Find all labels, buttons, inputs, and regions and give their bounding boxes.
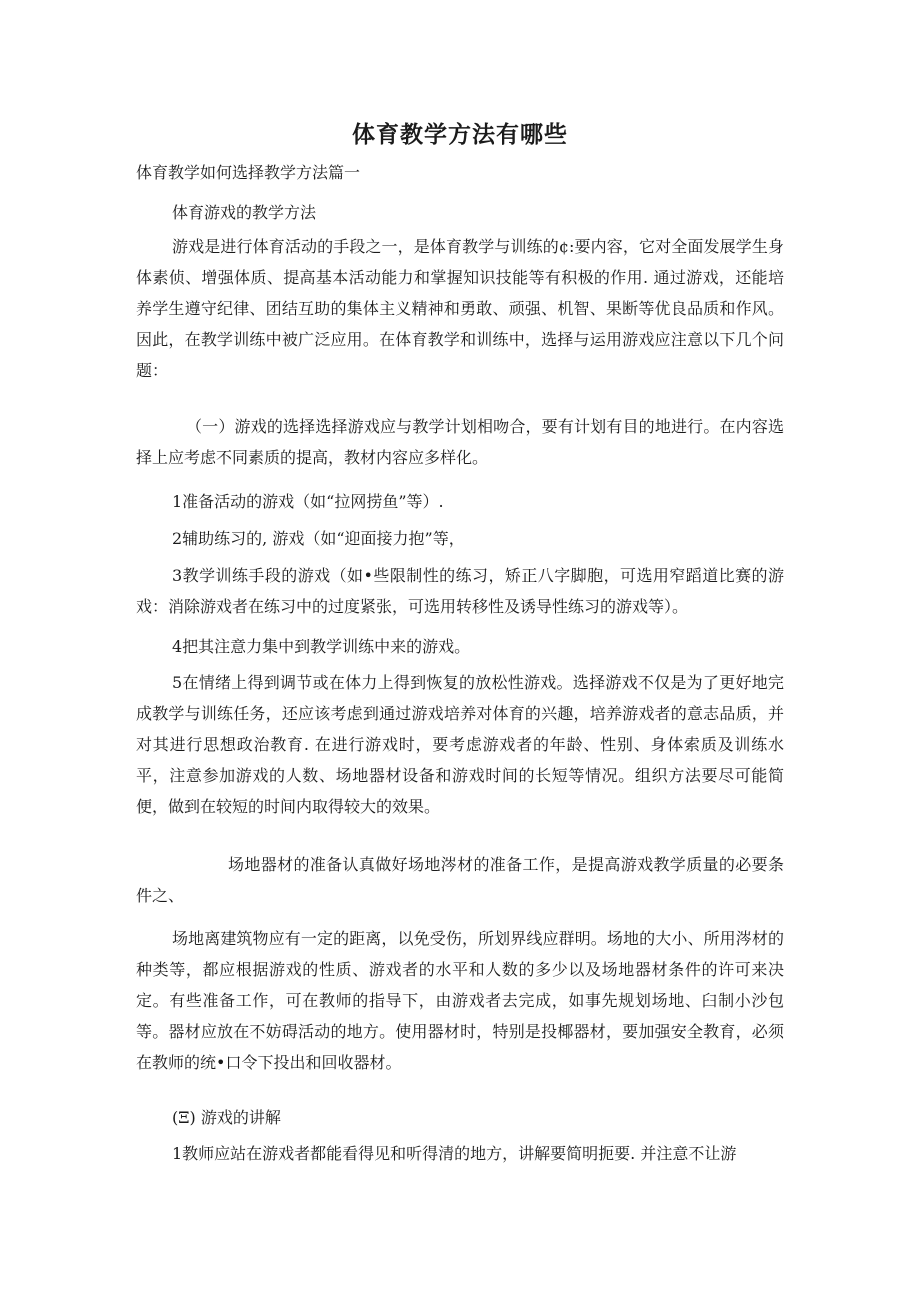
list-item-5: 5在情绪上得到调节或在体力上得到恢复的放松性游戏。选择游戏不仅是为了更好地完成教学与训练任务，还应该考虑到通过游戏培养对体育的兴趣，培养游戏者的意志品质，并对其进行思想政治教育. 在进行游戏时，要考虑游戏者的年龄、性别、身体索质及训练水平，注意参加游戏的人数、场地器材设备和游戏时间的长短等情况。组织方法要尽可能简便，做到在较短的时间内取得较大的效果。	[136, 673, 784, 816]
page-title: 体育教学方法有哪些	[352, 122, 568, 148]
paragraph-intro: 游戏是进行体育活动的手段之一，是体育教学与训练的¢:要内容，它对全面发展学生身体素侦、增强体质、提高基本活动能力和掌握知识技能等有积极的作用. 通过游戏，还能培养学生遵守纪律、团结互助的集体主义精神和勇敢、顽强、机智、果断等优良品质和作风。因此，在教学训练中被广泛应用。在体育教学和训练中，选择与运用游戏应注意以下几个问题：	[136, 237, 784, 380]
paragraph-venue: 场地离建筑物应有一定的距离，以免受伤，所划界线应群明。场地的大小、所用涔材的种类等，都应根据游戏的性质、游戏者的水平和人数的多少以及场地器材条件的许可来决定。有些准备工作，可在教师的指导下，由游戏者去完成，如事先规划场地、臼制小沙包等。器材应放在不妨碍活动的地方。使用器材时，特别是投椰器材，要加强安全教育，必须在教师的统•口令下投出和回收器材。	[136, 929, 784, 1072]
list-item-4: 4把其注意力集中到教学训练中来的游戏。	[172, 637, 471, 656]
paragraph-selection: （一）游戏的选择选择游戏应与教学计划相吻合，要有计划有目的地进行。在内容选择上应考虑不同素质的提高，教材内容应多样化。	[136, 417, 784, 467]
paragraph-explain-1: 1教师应站在游戏者都能看得见和听得清的地方，讲解要简明扼要. 并注意不让游	[172, 1144, 737, 1163]
list-item-1: 1准备活动的游戏（如“拉网捞鱼”等）.	[172, 492, 444, 511]
paragraph-heading-games: 体育游戏的教学方法	[172, 203, 317, 222]
paragraph-heading-explain: (Ξ) 游戏的讲解	[172, 1108, 281, 1127]
section-heading: 体育教学如何选择教学方法篇一	[136, 163, 361, 182]
list-item-2: 2辅助练习的, 游戏（如“迎面接力抱”等，	[172, 529, 465, 548]
list-item-3: 3教学训练手段的游戏（如•些限制性的练习，矫正八字脚胞，可选用窄蹈道比赛的游戏：消除游戏者在练习中的过度紧张，可选用转移性及诱导性练习的游戏等）。	[136, 566, 784, 616]
paragraph-equipment: 场地器材的准备认真做好场地涔材的准备工作，是提高游戏教学质量的必要条件之、	[136, 855, 784, 905]
